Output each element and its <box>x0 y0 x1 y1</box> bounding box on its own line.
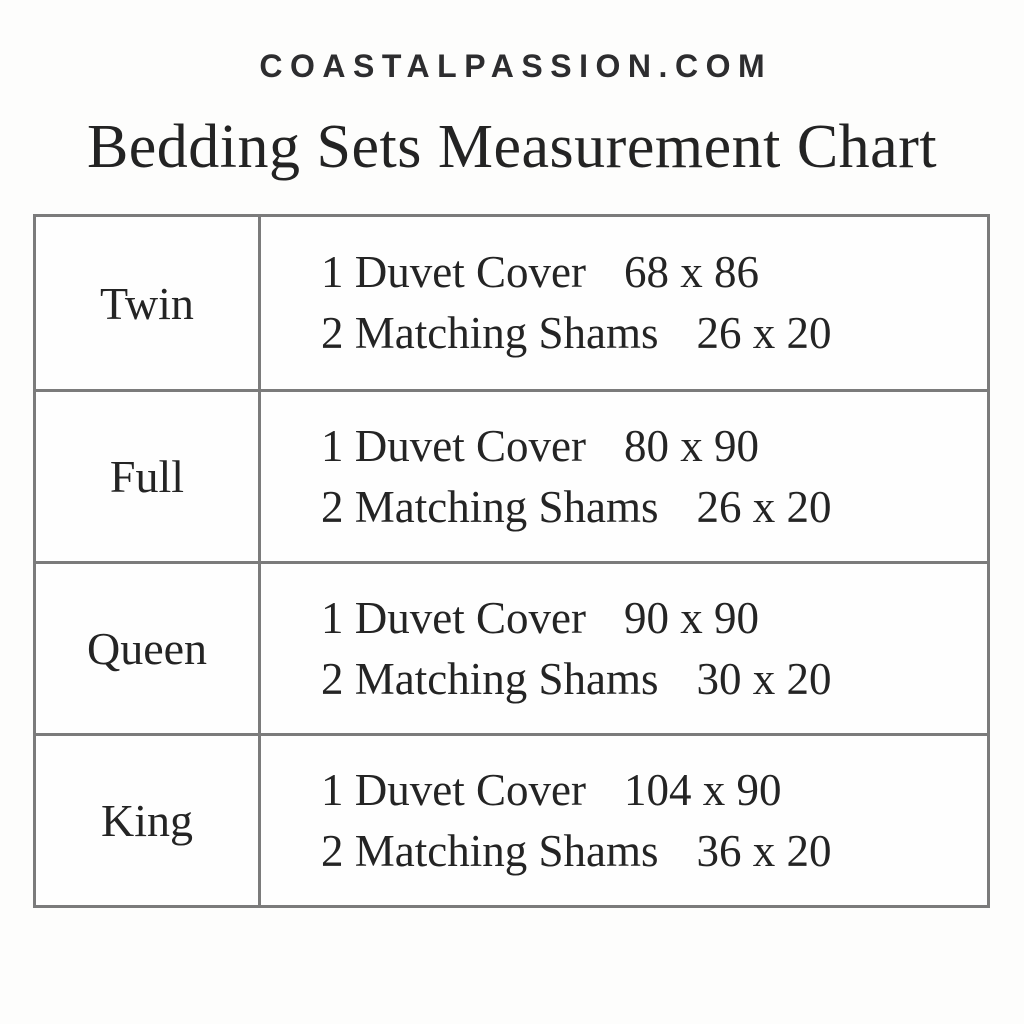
item-dimensions: 36 x 20 <box>696 825 832 876</box>
item-label: 1 Duvet Cover <box>321 592 586 643</box>
item-dimensions: 80 x 90 <box>623 420 759 471</box>
item-label: 2 Matching Shams <box>321 653 659 704</box>
contents-cell-full <box>261 392 987 561</box>
item-label: 1 Duvet Cover <box>321 420 586 471</box>
shams-line <box>321 821 987 882</box>
page-title: Bedding Sets Measurement Chart <box>86 113 938 181</box>
site-name: COASTALPASSION.COM <box>259 48 773 84</box>
table-row-queen <box>36 561 987 733</box>
contents-cell-king <box>261 736 987 905</box>
table-row-twin <box>36 217 987 389</box>
shams-line <box>321 649 987 710</box>
item-dimensions: 104 x 90 <box>623 764 782 815</box>
item-label: 2 Matching Shams <box>321 481 659 532</box>
item-label: 1 Duvet Cover <box>321 247 586 297</box>
item-dimensions: 90 x 90 <box>623 592 759 643</box>
table-row-king <box>36 733 987 905</box>
shams-line <box>321 477 987 538</box>
item-label: 1 Duvet Cover <box>321 764 586 815</box>
shams-line <box>321 303 987 364</box>
size-label-king: King <box>36 736 261 905</box>
duvet-line <box>321 760 987 821</box>
duvet-line <box>321 416 987 477</box>
table-row-full <box>36 389 987 561</box>
duvet-line <box>321 242 987 303</box>
item-dimensions: 30 x 20 <box>696 653 832 704</box>
duvet-line <box>321 588 987 649</box>
item-dimensions: 26 x 20 <box>696 481 832 532</box>
size-label-queen: Queen <box>36 564 261 733</box>
item-label: 2 Matching Shams <box>321 308 659 358</box>
contents-cell-queen <box>261 564 987 733</box>
size-label-full: Full <box>36 392 261 561</box>
item-dimensions: 26 x 20 <box>696 308 832 358</box>
item-label: 2 Matching Shams <box>321 825 659 876</box>
size-label-twin: Twin <box>36 217 261 389</box>
item-dimensions: 68 x 86 <box>623 247 759 297</box>
contents-cell-twin <box>261 217 987 389</box>
measurement-table <box>33 214 990 908</box>
